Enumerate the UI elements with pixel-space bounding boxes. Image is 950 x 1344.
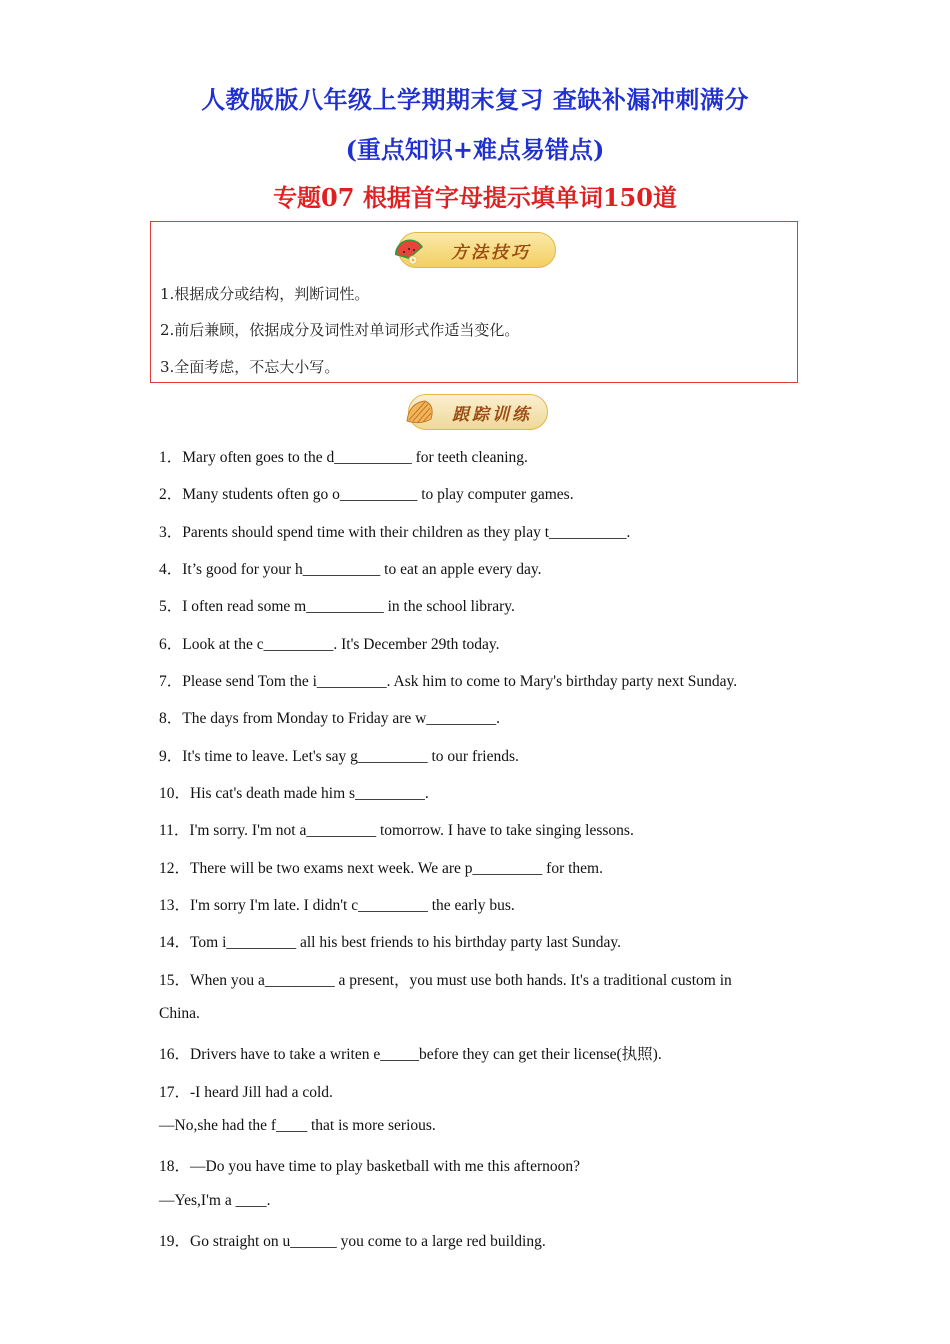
question-item: 11．I'm sorry. I'm not a_________ tomorrow. I have to take singing lessons. [159, 822, 634, 839]
question-item: 12．There will be two exams next week. We are p_________ for them. [159, 860, 603, 877]
tip-item: 1.根据成分或结构，判断词性。 [160, 285, 370, 303]
document-title: 人教版版八年级上学期期末复习 查缺补漏冲刺满分 [201, 85, 749, 114]
question-item: 13．I'm sorry I'm late. I didn't c_________ the early bus. [159, 897, 515, 914]
training-banner-label: 跟踪训练 [452, 404, 532, 425]
tip-item: 3.全面考虑，不忘大小写。 [160, 358, 340, 376]
question-item: 6．Look at the c_________. It's December 29th today. [159, 636, 500, 653]
question-item: —No,she had the f____ that is more serious. [159, 1117, 436, 1134]
question-item: 7．Please send Tom the i_________. Ask him to come to Mary's birthday party next Sunday. [159, 673, 738, 690]
watermelon-flower-icon [393, 233, 427, 267]
question-item: China. [159, 1005, 200, 1022]
tip-item: 2.前后兼顾，依据成分及词性对单词形式作适当变化。 [160, 321, 520, 339]
question-item: 5．I often read some m__________ in the school library. [159, 598, 515, 615]
question-item: 1．Mary often goes to the d__________ for teeth cleaning. [159, 449, 528, 466]
question-item: 9．It's time to leave. Let's say g_________ to our friends. [159, 748, 519, 765]
method-banner [398, 232, 556, 268]
document-subtitle: (重点知识+难点易错点) [345, 135, 605, 164]
question-item: —Yes,I'm a ____. [159, 1192, 271, 1209]
question-item: 2．Many students often go o__________ to play computer games. [159, 486, 574, 503]
question-item: 14．Tom i_________ all his best friends to his birthday party last Sunday. [159, 934, 622, 951]
method-banner-label: 方法技巧 [451, 242, 531, 263]
question-item: 10．His cat's death made him s_________. [159, 785, 429, 802]
question-item: 16．Drivers have to take a writen e_____before they can get their license(执照). [159, 1046, 662, 1063]
question-item: 8．The days from Monday to Friday are w_________. [159, 710, 500, 727]
question-item: 18．—Do you have time to play basketball with me this afternoon? [159, 1158, 580, 1175]
question-item: 4．It’s good for your h__________ to eat an apple every day. [159, 561, 542, 578]
topic-title: 专题07 根据首字母提示填单词150道 [273, 183, 677, 212]
training-banner [408, 394, 548, 430]
question-item: 15．When you a_________ a present，you must use both hands. It's a traditional custom in [159, 972, 732, 989]
question-item: 3．Parents should spend time with their children as they play t__________. [159, 524, 631, 541]
question-item: 17．-I heard Jill had a cold. [159, 1084, 333, 1101]
seashell-icon [403, 395, 437, 429]
question-item: 19．Go straight on u______ you come to a large red building. [159, 1233, 546, 1250]
